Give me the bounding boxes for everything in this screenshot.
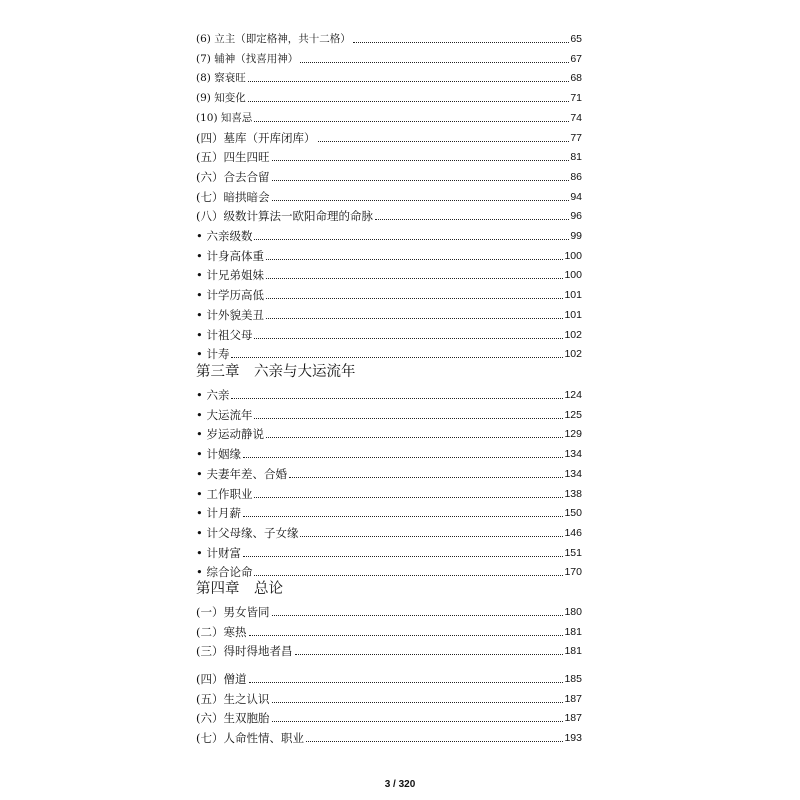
toc-entry-title: • 计学历高低 bbox=[196, 288, 264, 303]
dot-leader bbox=[300, 535, 563, 537]
dot-leader bbox=[254, 120, 569, 122]
toc-entry-title: (四）僧道 bbox=[196, 672, 247, 686]
dot-leader bbox=[272, 701, 564, 703]
toc-entry-title: (三）得时得地者昌 bbox=[196, 644, 293, 659]
toc-page-number: 187 bbox=[564, 712, 582, 725]
toc-entry[interactable] bbox=[196, 502, 582, 520]
toc-entry[interactable] bbox=[196, 304, 582, 322]
dot-leader bbox=[266, 258, 564, 260]
dot-leader bbox=[231, 397, 563, 399]
toc-entry-title: (五）四生四旺 bbox=[196, 150, 270, 165]
dot-leader bbox=[254, 574, 563, 576]
toc-entry-title: • 夫妻年差、合婚 bbox=[196, 466, 287, 481]
toc-entry[interactable] bbox=[196, 384, 582, 402]
toc-entry[interactable] bbox=[196, 324, 582, 342]
dot-leader bbox=[266, 277, 564, 279]
toc-entry-title: (一）男女皆同 bbox=[196, 605, 270, 619]
toc-page-number: 86 bbox=[570, 170, 582, 183]
toc-entry[interactable] bbox=[196, 601, 582, 619]
chapter-heading-4[interactable]: 第四章 总论 bbox=[196, 581, 283, 597]
dot-leader bbox=[295, 653, 564, 655]
toc-page-number: 100 bbox=[564, 269, 582, 282]
toc-entry-title: • 计寿 bbox=[196, 347, 230, 362]
toc-entry-title: (六）合去合留 bbox=[196, 169, 270, 184]
dot-leader bbox=[272, 614, 564, 616]
toc-entry[interactable] bbox=[196, 443, 582, 461]
toc-entry-title: • 计外貌美丑 bbox=[196, 307, 264, 322]
dot-leader bbox=[289, 476, 564, 478]
toc-entry[interactable] bbox=[196, 67, 582, 85]
toc-page-number: 181 bbox=[564, 645, 582, 658]
dot-leader bbox=[353, 41, 570, 43]
toc-entry[interactable] bbox=[196, 621, 582, 639]
toc-page-number: 134 bbox=[564, 467, 582, 480]
toc-page-number: 181 bbox=[564, 625, 582, 638]
toc-entry-title: (七）人命性情、职业 bbox=[196, 731, 304, 746]
dot-leader bbox=[375, 218, 569, 220]
toc-entry[interactable] bbox=[196, 245, 582, 263]
dot-leader bbox=[300, 61, 569, 63]
toc-entry-title: (四）墓库（开库闭库） bbox=[196, 130, 316, 145]
toc-page-number: 100 bbox=[564, 249, 582, 262]
toc-page-number: 77 bbox=[570, 131, 582, 144]
toc-entry[interactable] bbox=[196, 404, 582, 422]
toc-entry[interactable] bbox=[196, 127, 582, 145]
dot-leader bbox=[249, 681, 564, 683]
toc-entry-title: • 工作职业 bbox=[196, 486, 253, 501]
toc-entry-title: (六）生双胞胎 bbox=[196, 711, 270, 726]
dot-leader bbox=[249, 634, 564, 636]
toc-page-number: 151 bbox=[564, 546, 582, 559]
toc-page-number: 81 bbox=[570, 151, 582, 164]
toc-entry-title: • 岁运动静说 bbox=[196, 427, 264, 442]
toc-entry-title: (9) 知变化 bbox=[196, 92, 246, 105]
toc-entry-title: • 六亲 bbox=[196, 388, 230, 402]
page-number: 3 / 320 bbox=[384, 779, 416, 790]
toc-entry[interactable] bbox=[196, 522, 582, 540]
toc-entry-title: (八）级数计算法一欧阳命理的命脉 bbox=[196, 209, 373, 224]
toc-entry-title: • 六亲级数 bbox=[196, 229, 253, 243]
toc-entry[interactable] bbox=[196, 542, 582, 560]
dot-leader bbox=[243, 555, 564, 557]
toc-entry[interactable] bbox=[196, 284, 582, 302]
toc-page-number: 67 bbox=[570, 52, 582, 65]
toc-entry[interactable] bbox=[196, 48, 582, 66]
toc-entry[interactable] bbox=[196, 28, 582, 46]
toc-page-number: 102 bbox=[564, 328, 582, 341]
toc-entry[interactable] bbox=[196, 688, 582, 706]
toc-entry-title: • 大运流年 bbox=[196, 407, 253, 422]
toc-entry[interactable] bbox=[196, 640, 582, 658]
toc-page-number: 193 bbox=[564, 732, 582, 745]
toc-entry-title: (二）寒热 bbox=[196, 624, 247, 639]
toc-entry[interactable] bbox=[196, 146, 582, 164]
toc-entry-title: • 计身高体重 bbox=[196, 248, 264, 263]
toc-entry[interactable] bbox=[196, 707, 582, 725]
toc-entry[interactable] bbox=[196, 107, 582, 125]
toc-entry[interactable] bbox=[196, 225, 582, 243]
toc-entry[interactable] bbox=[196, 727, 582, 745]
toc-page-number: 101 bbox=[564, 289, 582, 302]
dot-leader bbox=[272, 720, 564, 722]
toc-page-number: 101 bbox=[564, 308, 582, 321]
toc-entry-title: • 计祖父母 bbox=[196, 327, 253, 342]
dot-leader bbox=[243, 456, 564, 458]
dot-leader bbox=[306, 740, 563, 742]
toc-entry-title: • 计兄弟姐妹 bbox=[196, 268, 264, 283]
dot-leader bbox=[272, 179, 570, 181]
toc-page-number: 187 bbox=[564, 692, 582, 705]
dot-leader bbox=[231, 356, 563, 358]
toc-page-number: 180 bbox=[564, 606, 582, 618]
dot-leader bbox=[254, 496, 563, 498]
dot-leader bbox=[254, 417, 563, 419]
toc-page-number: 65 bbox=[570, 33, 582, 45]
toc-page-number: 124 bbox=[564, 389, 582, 401]
toc-entry-title: (8) 察衰旺 bbox=[196, 72, 246, 85]
toc-entry[interactable] bbox=[196, 483, 582, 501]
toc-entry[interactable] bbox=[196, 166, 582, 184]
toc-page-number: 129 bbox=[564, 428, 582, 441]
toc-entry-title: (七）暗拱暗会 bbox=[196, 189, 270, 204]
toc-page-number: 125 bbox=[564, 408, 582, 421]
dot-leader bbox=[248, 80, 570, 82]
toc-page-number: 185 bbox=[564, 673, 582, 685]
dot-leader bbox=[266, 317, 564, 319]
toc-entry-title: (五）生之认识 bbox=[196, 691, 270, 706]
toc-entry[interactable] bbox=[196, 186, 582, 204]
toc-page-number: 96 bbox=[570, 210, 582, 223]
toc-entry-title: • 综合论命 bbox=[196, 565, 253, 580]
toc-page-number: 71 bbox=[570, 92, 582, 105]
toc-entry[interactable] bbox=[196, 463, 582, 481]
toc-entry-title: • 计姻缘 bbox=[196, 447, 241, 462]
dot-leader bbox=[266, 436, 564, 438]
toc-page-number: 74 bbox=[570, 111, 582, 124]
chapter-heading-3[interactable]: 第三章 六亲与大运流年 bbox=[196, 364, 356, 380]
toc-entry-title: (10) 知喜忌 bbox=[196, 111, 253, 124]
toc-entry-title: (7) 辅神（找喜用神） bbox=[196, 52, 299, 65]
toc-entry[interactable] bbox=[196, 343, 582, 361]
toc-page-number: 102 bbox=[564, 348, 582, 361]
dot-leader bbox=[248, 100, 570, 102]
toc-page-number: 150 bbox=[564, 507, 582, 520]
toc-entry-title: • 计父母缘、子女缘 bbox=[196, 525, 299, 540]
toc-page-number: 138 bbox=[564, 487, 582, 500]
toc-page-number: 99 bbox=[570, 230, 582, 242]
dot-leader bbox=[318, 140, 570, 142]
toc-page-number: 94 bbox=[570, 190, 582, 203]
toc-entry[interactable] bbox=[196, 264, 582, 282]
toc-entry-title: (6) 立主（即定格神，共十二格） bbox=[196, 33, 351, 45]
toc-entry[interactable] bbox=[196, 668, 582, 686]
toc-entry-title: • 计财富 bbox=[196, 545, 241, 560]
dot-leader bbox=[254, 337, 563, 339]
toc-page-number: 170 bbox=[564, 566, 582, 579]
toc-entry-title: • 计月薪 bbox=[196, 506, 241, 521]
toc-page-number: 68 bbox=[570, 72, 582, 85]
toc-entry[interactable] bbox=[196, 561, 582, 579]
toc-page-number: 146 bbox=[564, 526, 582, 539]
toc-entry[interactable] bbox=[196, 423, 582, 441]
dot-leader bbox=[254, 238, 569, 240]
dot-leader bbox=[272, 199, 570, 201]
toc-entry[interactable] bbox=[196, 205, 582, 223]
dot-leader bbox=[243, 515, 564, 517]
dot-leader bbox=[266, 297, 564, 299]
toc-page-number: 134 bbox=[564, 448, 582, 461]
toc-entry[interactable] bbox=[196, 87, 582, 105]
dot-leader bbox=[272, 159, 570, 161]
